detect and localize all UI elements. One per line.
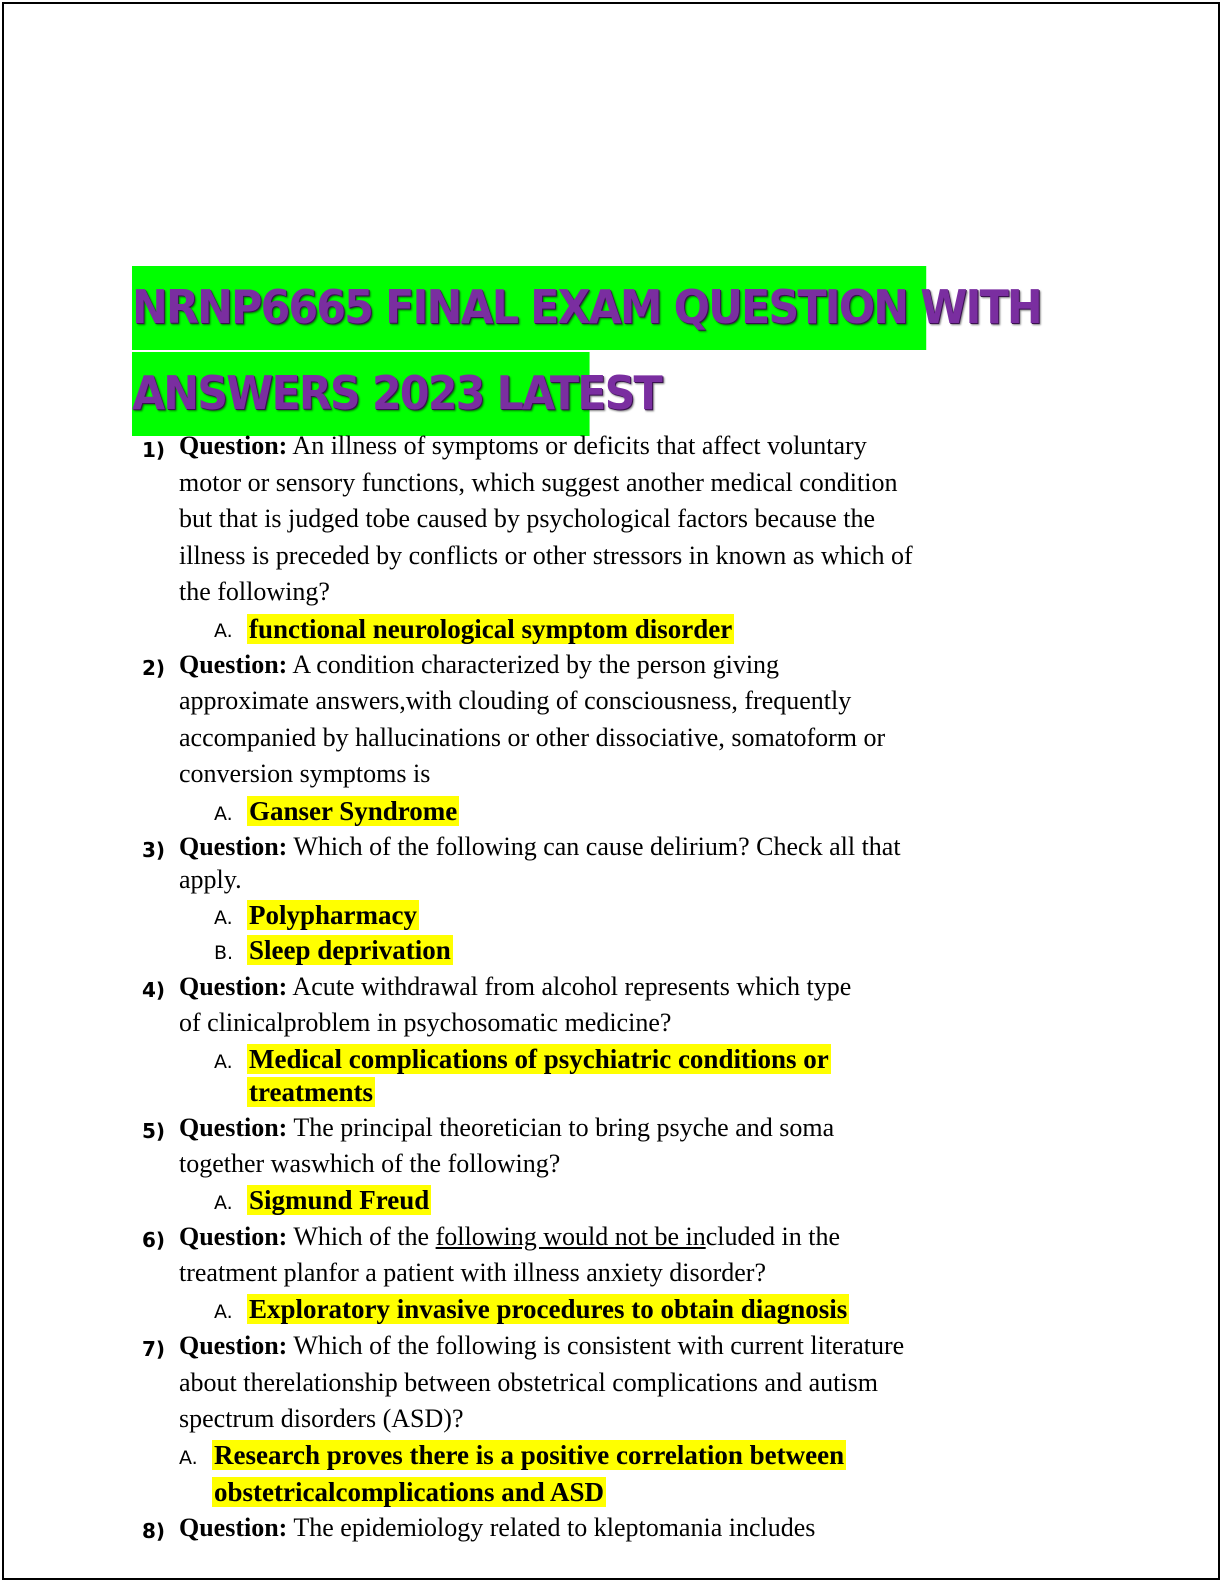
question-line: but that is judged tobe caused by psychological factors because the — [179, 504, 876, 533]
question-label: Question: — [179, 1513, 288, 1542]
question-line: motor or sensory functions, which suggest another medical condition — [179, 468, 898, 497]
question-line: treatment planfor a patient with illness anxiety disorder? — [179, 1258, 766, 1287]
answer-text: Sigmund Freud — [249, 1185, 430, 1215]
answer-text: functional neurological symptom disorder — [249, 614, 733, 644]
question-line: illness is preceded by conflicts or other stressors in known as which of — [179, 541, 913, 570]
answer-letter: A. — [179, 1447, 198, 1469]
question-number: 8) — [142, 1519, 166, 1543]
question-line: conversion symptoms is — [179, 759, 431, 788]
question-label: Question: — [179, 650, 288, 679]
answer-text: Sleep deprivation — [249, 935, 451, 965]
question-label: Question: — [179, 832, 288, 861]
question-number: 4) — [142, 978, 166, 1002]
question-text — [179, 1510, 815, 1546]
question-line: accompanied by hallucinations or other dissociative, somatoform or — [179, 723, 886, 752]
question-label: Question: — [179, 1222, 288, 1251]
question-number: 5) — [142, 1119, 166, 1143]
question-line: An illness of symptoms or deficits that affect voluntary — [292, 431, 867, 460]
title-line-2: ANSWERS 2023 LATEST — [132, 352, 590, 436]
answer-letter: A. — [214, 803, 233, 825]
question-line: apply. — [179, 865, 242, 894]
answer-letter: B. — [214, 942, 234, 964]
answer-text: Exploratory invasive procedures to obtain diagnosis — [249, 1294, 848, 1324]
answer-text: Polypharmacy — [249, 900, 417, 930]
question-line: together waswhich of the following? — [179, 1149, 561, 1178]
answer-letter: A. — [214, 907, 233, 929]
question-text — [179, 969, 851, 1005]
question-label: Question: — [179, 1113, 288, 1142]
question-text — [179, 1219, 840, 1255]
question-line: of clinicalproblem in psychosomatic medicine? — [179, 1008, 672, 1037]
answer-text: Ganser Syndrome — [249, 796, 458, 826]
question-line: The epidemiology related to kleptomania includes — [293, 1513, 816, 1542]
question-number: 1) — [142, 438, 166, 462]
question-text — [179, 829, 901, 865]
answer-letter: A. — [214, 1301, 233, 1323]
question-number: 7) — [142, 1337, 166, 1361]
question-number: 3) — [142, 838, 166, 862]
question-line: approximate answers,with clouding of consciousness, frequently — [179, 686, 852, 715]
answer-text: Research proves there is a positive correlation between — [214, 1440, 845, 1470]
question-label: Question: — [179, 1331, 288, 1360]
question-line: Which of the following can cause delirium? Check all that — [293, 832, 901, 861]
question-label: Question: — [179, 431, 288, 460]
answer-letter: A. — [214, 1192, 233, 1214]
answer-letter: A. — [214, 620, 233, 642]
answer-letter: A. — [214, 1051, 233, 1073]
answer-text: treatments — [249, 1077, 373, 1107]
answer-text: obstetricalcomplications and ASD — [214, 1477, 605, 1507]
question-text — [179, 1328, 904, 1364]
question-line: A condition characterized by the person giving — [292, 650, 780, 679]
question-line: Acute withdrawal from alcohol represents which type — [292, 972, 852, 1001]
question-line: The principal theoretician to bring psyche and soma — [293, 1113, 835, 1142]
underlined-text: following would not be in — [435, 1222, 706, 1251]
question-text — [179, 428, 867, 464]
question-line: about therelationship between obstetrical complications and autism — [179, 1368, 878, 1397]
question-text — [179, 1110, 834, 1146]
question-number: 2) — [142, 656, 166, 680]
question-line: cluded in the — [705, 1222, 840, 1251]
answer-text: Medical complications of psychiatric conditions or — [249, 1044, 829, 1074]
question-number: 6) — [142, 1228, 166, 1252]
question-line: spectrum disorders (ASD)? — [179, 1404, 464, 1433]
question-line: the following? — [179, 577, 330, 606]
question-line: Which of the following is consistent with current literature — [293, 1331, 905, 1360]
question-line: Which of the — [293, 1222, 436, 1251]
question-label: Question: — [179, 972, 288, 1001]
title-line-1: NRNP6665 FINAL EXAM QUESTION WITH — [132, 266, 926, 350]
question-text — [179, 647, 779, 683]
